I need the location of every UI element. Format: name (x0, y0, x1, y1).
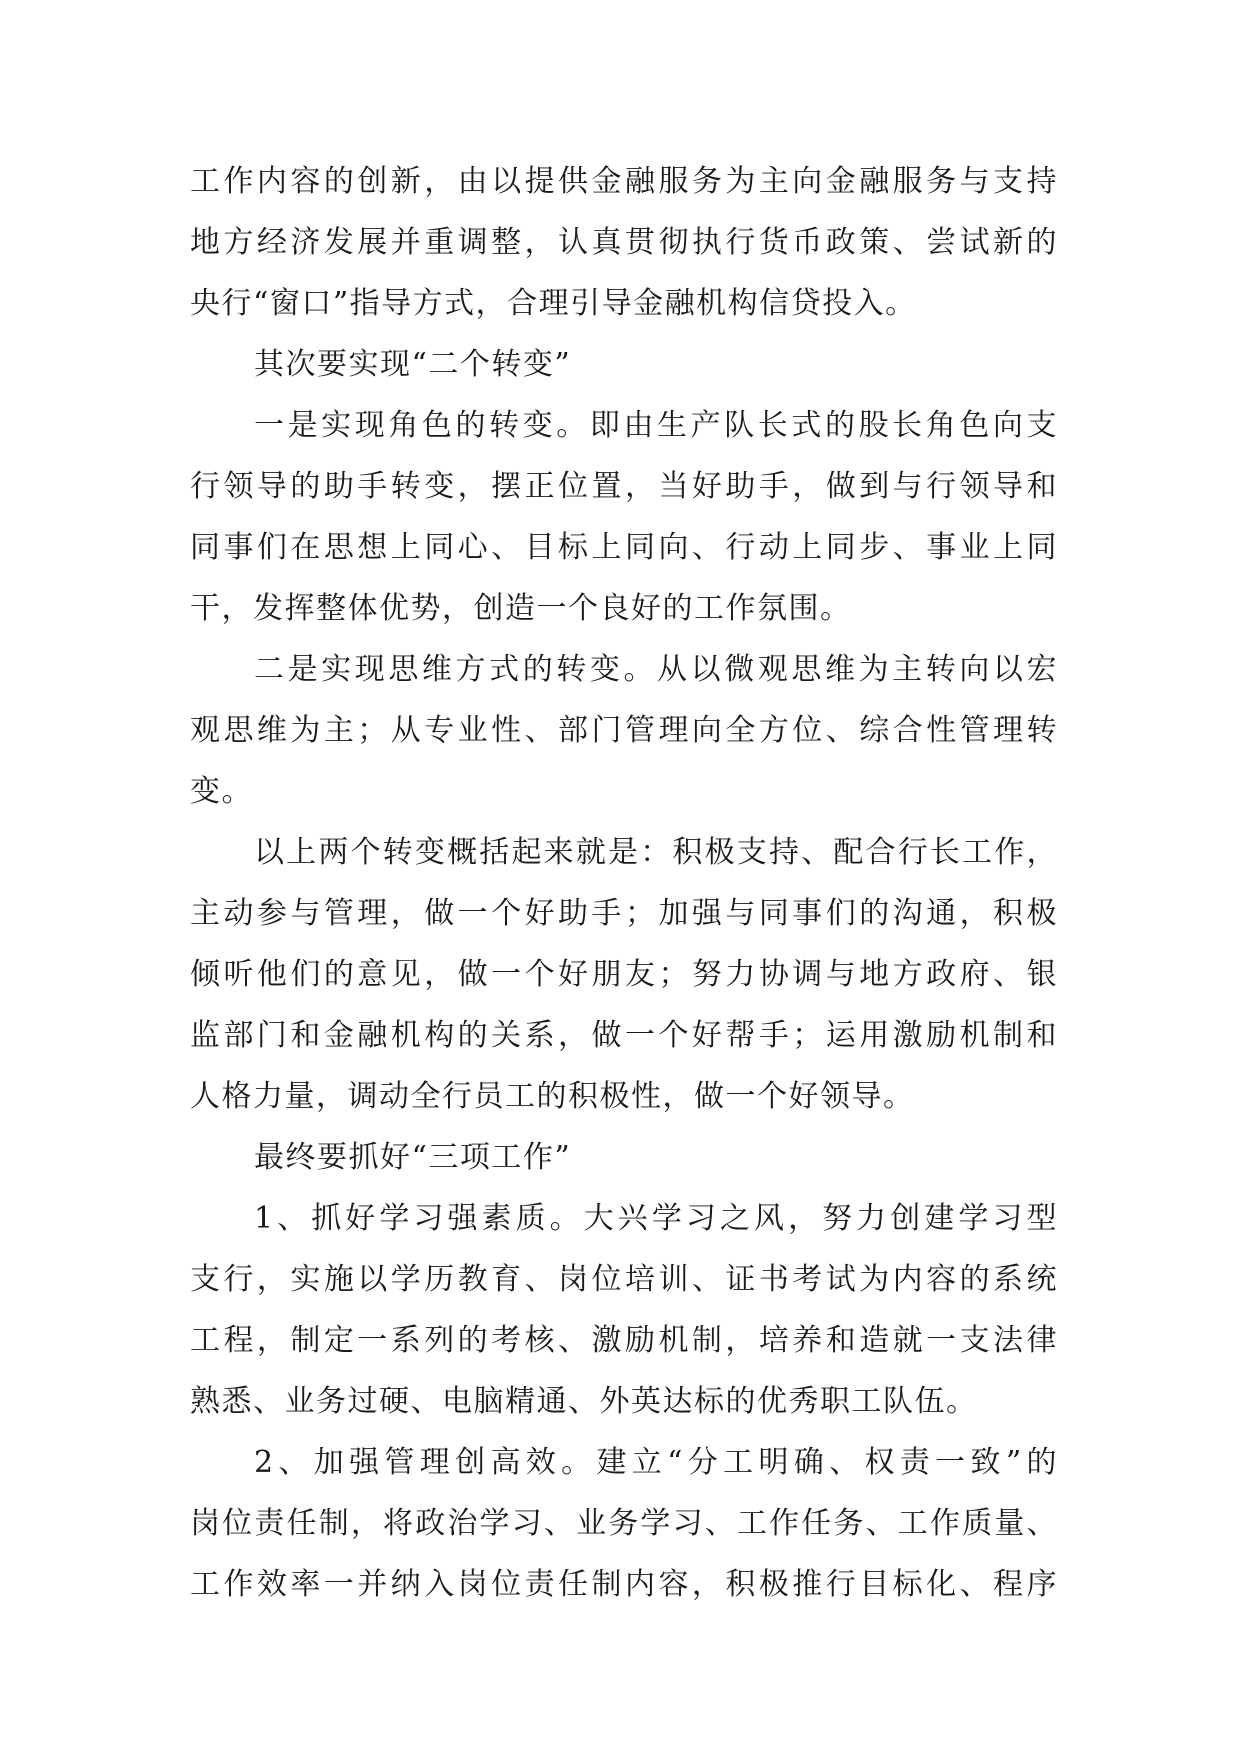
text-line: 监部门和金融机构的关系，做一个好帮手；运用激励机制和 (190, 1018, 1058, 1053)
document-body (190, 151, 1058, 1615)
text-line: 支行，实施以学历教育、岗位培训、证书考试为内容的系统 (190, 1262, 1058, 1297)
text-line: 人格力量，调动全行员工的积极性，做一个好领导。 (190, 1079, 915, 1114)
text-line: 央行“窗口”指导方式，合理引导金融机构信贷投入。 (190, 286, 917, 321)
text-line: 2、加强管理创高效。建立“分工明确、权责一致”的 (254, 1445, 1058, 1480)
text-line: 干，发挥整体优势，创造一个良好的工作氛围。 (190, 591, 852, 626)
text-line: 变。 (190, 774, 253, 809)
text-line: 其次要实现“二个转变” (254, 347, 572, 382)
text-line: 同事们在思想上同心、目标上同向、行动上同步、事业上同 (190, 530, 1058, 565)
text-line: 以上两个转变概括起来就是：积极支持、配合行长工作， (254, 835, 1058, 870)
text-line: 岗位责任制，将政治学习、业务学习、工作任务、工作质量、 (190, 1506, 1058, 1541)
text-line: 观思维为主；从专业性、部门管理向全方位、综合性管理转 (190, 713, 1058, 748)
text-line: 熟悉、业务过硬、电脑精通、外英达标的优秀职工队伍。 (190, 1384, 978, 1419)
text-line: 二是实现思维方式的转变。从以微观思维为主转向以宏 (254, 652, 1058, 687)
text-line: 行领导的助手转变，摆正位置，当好助手，做到与行领导和 (190, 469, 1058, 504)
text-line: 一是实现角色的转变。即由生产队长式的股长角色向支 (254, 408, 1058, 443)
text-line: 工作内容的创新，由以提供金融服务为主向金融服务与支持 (190, 164, 1058, 199)
text-line: 工作效率一并纳入岗位责任制内容，积极推行目标化、程序 (190, 1567, 1058, 1602)
text-line: 地方经济发展并重调整，认真贯彻执行货币政策、尝试新的 (190, 225, 1058, 260)
text-line: 1、抓好学习强素质。大兴学习之风，努力创建学习型 (254, 1201, 1058, 1236)
text-line: 工程，制定一系列的考核、激励机制，培养和造就一支法律 (190, 1323, 1058, 1358)
text-line: 倾听他们的意见，做一个好朋友；努力协调与地方政府、银 (190, 957, 1058, 992)
text-line: 主动参与管理，做一个好助手；加强与同事们的沟通，积极 (190, 896, 1058, 931)
text-line: 最终要抓好“三项工作” (254, 1140, 572, 1175)
